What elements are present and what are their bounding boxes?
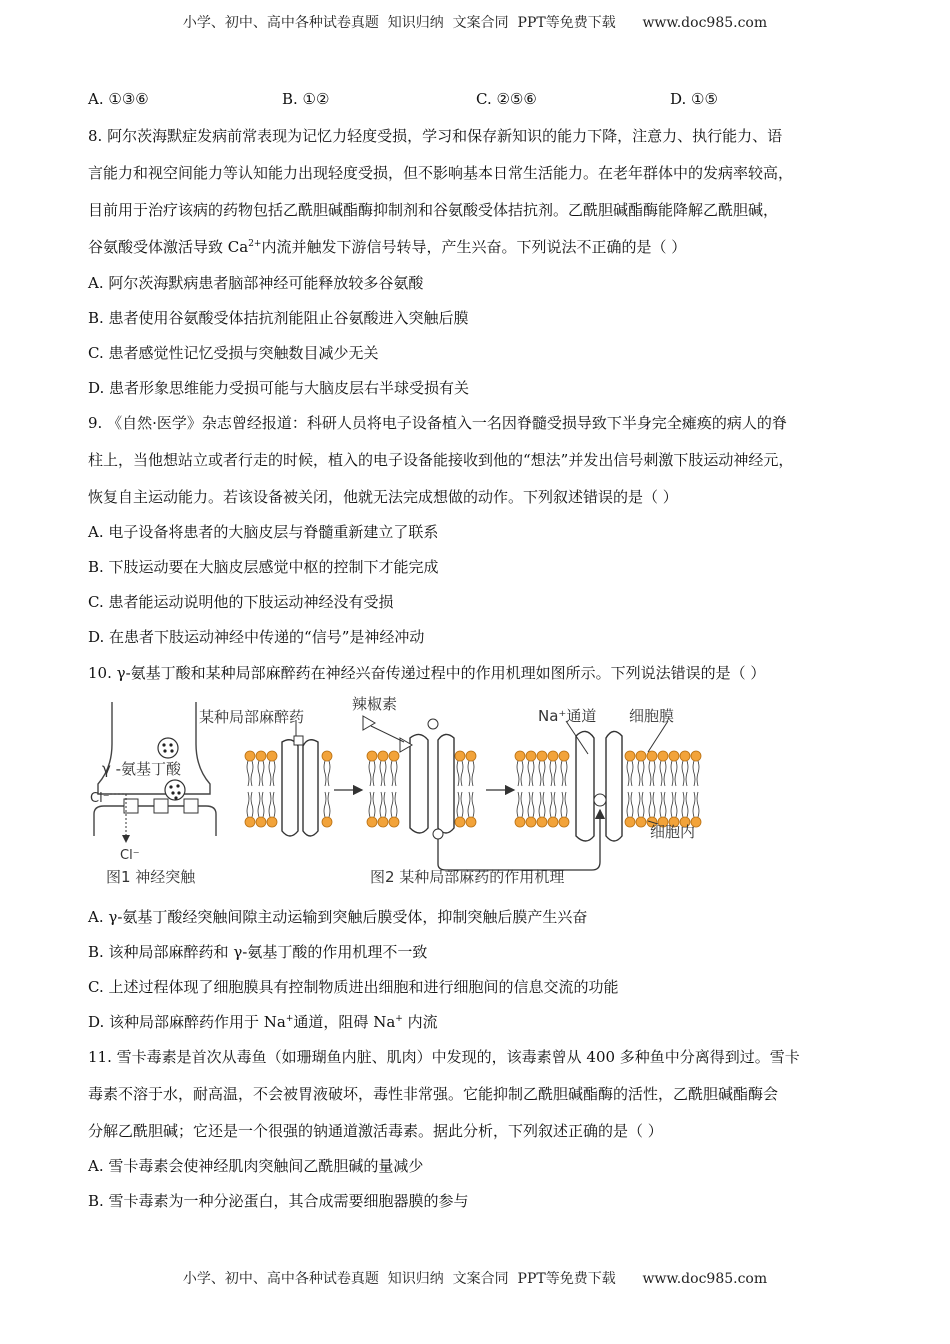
phospholipid-head <box>378 751 388 761</box>
presynaptic-terminal <box>98 702 210 794</box>
phospholipid-tail <box>693 792 695 817</box>
phospholipid-tail <box>554 761 556 786</box>
fig1-caption: 图1 神经突触 <box>106 868 196 886</box>
q11-stem-line: 毒素不溶于水，耐高温，不会被胃液破坏，毒性非常强。它能抑制乙酰胆碱酯酶的活性，乙酰胆碱酯酶会 <box>88 1085 779 1103</box>
phospholipid-tail <box>324 761 326 786</box>
phospholipid-tail <box>627 792 629 817</box>
phospholipid-head <box>389 751 399 761</box>
phospholipid-tail <box>262 792 264 817</box>
phospholipid-head <box>322 817 332 827</box>
phospholipid-head <box>559 817 569 827</box>
capsaicin-pointer <box>363 716 375 730</box>
phospholipid-tail <box>642 761 644 786</box>
phospholipid-tail <box>258 761 260 786</box>
phospholipid-tail <box>391 761 393 786</box>
q10-option-d-text: D. 该种局部麻醉药作用于 Na <box>88 1013 286 1031</box>
phospholipid-head <box>658 751 668 761</box>
q7-option-b: B. ①② <box>282 90 330 108</box>
page-footer: 小学、初中、高中各种试卷真题 知识归纳 文案合同 PPT等免费下载 www.doc985.com <box>182 1271 768 1287</box>
q8-option-c: C. 患者感觉性记忆受损与突触数目减少无关 <box>88 344 379 362</box>
na-channel-open <box>410 734 454 833</box>
phospholipid-tail <box>539 792 541 817</box>
phospholipid-tail <box>686 761 688 786</box>
phospholipid-tail <box>664 792 666 817</box>
phospholipid-tail <box>468 792 470 817</box>
phospholipid-head <box>559 751 569 761</box>
q11-option-b: B. 雪卡毒素为一种分泌蛋白，其合成需要细胞器膜的参与 <box>88 1192 469 1210</box>
na-channel-blocked <box>576 731 622 841</box>
phospholipid-tail <box>457 792 459 817</box>
phospholipid-tail <box>395 792 397 817</box>
q11-stem-line: 分解乙酰胆碱；它还是一个很强的钠通道激活毒素。据此分析，下列叙述正确的是（ ） <box>88 1122 663 1140</box>
q10-option-d-text: 通道，阻碍 Na <box>293 1013 396 1031</box>
phospholipid-head <box>537 751 547 761</box>
phospholipid-tail <box>273 792 275 817</box>
phospholipid-head <box>636 751 646 761</box>
membrane-diagram <box>199 696 701 886</box>
anesthetic-blocking <box>594 794 606 806</box>
capsaicin-label: 辣椒素 <box>352 696 398 713</box>
phospholipid-tail <box>373 792 375 817</box>
phospholipid-tail <box>251 792 253 817</box>
cl-label-bottom: Cl⁻ <box>120 848 140 863</box>
synaptic-vesicle <box>158 738 178 758</box>
phospholipid-head <box>267 817 277 827</box>
phospholipid-head <box>625 817 635 827</box>
q10-option-c: C. 上述过程体现了细胞膜具有控制物质进出细胞和进行细胞间的信息交流的功能 <box>88 978 619 996</box>
phospholipid-head <box>466 751 476 761</box>
phospholipid-tail <box>649 761 651 786</box>
phospholipid-tail <box>543 761 545 786</box>
q10-option-d <box>88 1011 438 1032</box>
phospholipid-tail <box>627 761 629 786</box>
phospholipid-tail <box>631 792 633 817</box>
q10-option-b: B. 该种局部麻醉药和 γ-氨基丁酸的作用机理不一致 <box>88 943 428 961</box>
phospholipid-tail <box>671 761 673 786</box>
phospholipid-tail <box>682 792 684 817</box>
phospholipid-head <box>267 751 277 761</box>
phospholipid-tail <box>373 761 375 786</box>
phospholipid-tail <box>461 761 463 786</box>
phospholipid-tail <box>273 761 275 786</box>
phospholipid-tail <box>461 792 463 817</box>
na-channel-label: Na⁺通道 <box>538 707 597 725</box>
phospholipid-tail <box>653 792 655 817</box>
phospholipid-tail <box>561 761 563 786</box>
phospholipid-tail <box>554 792 556 817</box>
intracellular-label: 细胞内 <box>650 823 696 841</box>
phospholipid-tail <box>391 792 393 817</box>
q8-stem-line: 目前用于治疗该病的药物包括乙酰胆碱酯酶抑制剂和谷氨酸受体拮抗剂。乙酰胆碱酯酶能降解乙酰胆碱， <box>88 201 779 219</box>
phospholipid-tail <box>472 761 474 786</box>
superscript: + <box>285 1014 294 1024</box>
q7-options <box>88 90 878 112</box>
phospholipid-head <box>367 751 377 761</box>
receptor-channel <box>184 799 198 813</box>
phospholipid-tail <box>638 792 640 817</box>
q9-stem-line: 9. 《自然·医学》杂志曾经报道：科研人员将电子设备植入一名因脊髓受损导致下半身完全瘫痪的病人的脊 <box>88 414 787 432</box>
phospholipid-head <box>256 817 266 827</box>
synapse-diagram <box>90 702 216 886</box>
anesthetic-molecule <box>294 736 303 745</box>
q8-option-d: D. 患者形象思维能力受损可能与大脑皮层右半球受损有关 <box>88 379 470 397</box>
phospholipid-head <box>526 751 536 761</box>
phospholipid-tail <box>675 761 677 786</box>
phospholipid-tail <box>328 792 330 817</box>
phospholipid-tail <box>251 761 253 786</box>
phospholipid-tail <box>550 761 552 786</box>
na-channel-closed <box>282 740 318 836</box>
phospholipid-tail <box>380 792 382 817</box>
phospholipid-tail <box>258 792 260 817</box>
phospholipid-tail <box>664 761 666 786</box>
phospholipid-head <box>389 817 399 827</box>
phospholipid-tail <box>532 761 534 786</box>
cl-label-top: Cl⁻ <box>90 791 110 806</box>
phospholipid-head <box>680 751 690 761</box>
phospholipid-head <box>548 817 558 827</box>
cell-membrane-label: 细胞膜 <box>629 707 675 725</box>
q11-stem-line: 11. 雪卡毒素是首次从毒鱼（如珊瑚鱼内脏、肌肉）中发现的，该毒素曾从 400 多种鱼中分离得到过。雪卡 <box>88 1048 800 1066</box>
phospholipid-tail <box>660 761 662 786</box>
receptor-channel <box>154 799 168 813</box>
q11-option-a: A. 雪卡毒素会使神经肌肉突触间乙酰胆碱的量减少 <box>88 1157 424 1175</box>
phospholipid-tail <box>660 792 662 817</box>
q9-option-b: B. 下肢运动要在大脑皮层感觉中枢的控制下才能完成 <box>88 558 439 576</box>
fig2-caption: 图2 某种局部麻药的作用机理 <box>370 868 565 886</box>
superscript: 2+ <box>248 239 262 249</box>
phospholipid-tail <box>543 792 545 817</box>
phospholipid-tail <box>521 761 523 786</box>
phospholipid-tail <box>269 761 271 786</box>
phospholipid-tail <box>369 792 371 817</box>
phospholipid-tail <box>328 761 330 786</box>
gaba-label: γ -氨基丁酸 <box>102 760 182 778</box>
q8-stem-line: 言能力和视空间能力等认知能力出现轻度受损，但不影响基本日常生活能力。在老年群体中的发病率较高， <box>88 164 794 182</box>
phospholipid-tail <box>642 792 644 817</box>
phospholipid-head <box>625 751 635 761</box>
q10-option-d-text: 内流 <box>402 1013 438 1031</box>
phospholipid-tail <box>697 761 699 786</box>
q9-stem-line: 柱上，当他想站立或者行走的时候，植入的电子设备能接收到他的“想法”并发出信号刺激下肢运动神经元， <box>88 451 794 469</box>
phospholipid-head <box>455 751 465 761</box>
phospholipid-head <box>691 751 701 761</box>
phospholipid-head <box>245 751 255 761</box>
phospholipid-tail <box>324 792 326 817</box>
q8-stem-line <box>88 236 686 257</box>
phospholipid-tail <box>693 761 695 786</box>
q9-option-d: D. 在患者下肢运动神经中传递的“信号”是神经冲动 <box>88 628 425 646</box>
phospholipid-head <box>515 751 525 761</box>
phospholipid-tail <box>631 761 633 786</box>
phospholipid-tail <box>638 761 640 786</box>
q8-stem-text: 谷氨酸受体激活导致 Ca <box>88 238 249 256</box>
phospholipid-tail <box>649 792 651 817</box>
q10-stem: 10. γ-氨基丁酸和某种局部麻醉药在神经兴奋传递过程中的作用机理如图所示。下列说法错误的是（ ） <box>88 664 766 682</box>
phospholipid-head <box>537 817 547 827</box>
phospholipid-tail <box>517 761 519 786</box>
q8-stem-line: 8. 阿尔茨海默症发病前常表现为记忆力轻度受损，学习和保存新知识的能力下降，注意力、执行能力、语 <box>88 127 783 145</box>
phospholipid-tail <box>675 792 677 817</box>
phospholipid-tail <box>671 792 673 817</box>
q9-option-a: A. 电子设备将患者的大脑皮层与脊髓重新建立了联系 <box>88 523 439 541</box>
q7-option-c: C. ②⑤⑥ <box>476 90 537 108</box>
phospholipid-head <box>548 751 558 761</box>
phospholipid-tail <box>550 792 552 817</box>
phospholipid-head <box>669 751 679 761</box>
phospholipid-head <box>647 751 657 761</box>
phospholipid-tail <box>269 792 271 817</box>
phospholipid-tail <box>653 761 655 786</box>
phospholipid-tail <box>468 761 470 786</box>
phospholipid-tail <box>565 792 567 817</box>
phospholipid-tail <box>539 761 541 786</box>
phospholipid-tail <box>395 761 397 786</box>
q8-stem-text: 内流并触发下游信号转导，产生兴奋。下列说法不正确的是（ ） <box>261 238 687 256</box>
phospholipid-tail <box>262 761 264 786</box>
q9-option-c: C. 患者能运动说明他的下肢运动神经没有受损 <box>88 593 394 611</box>
phospholipid-head <box>322 751 332 761</box>
anesthetic-entering <box>428 719 438 729</box>
anesthetic-inside <box>433 829 443 839</box>
phospholipid-tail <box>682 761 684 786</box>
q8-option-b: B. 患者使用谷氨酸受体拮抗剂能阻止谷氨酸进入突触后膜 <box>88 309 469 327</box>
phospholipid-tail <box>384 761 386 786</box>
q10-figure-svg <box>88 696 728 891</box>
phospholipid-tail <box>532 792 534 817</box>
phospholipid-tail <box>517 792 519 817</box>
phospholipid-tail <box>686 792 688 817</box>
phospholipid-head <box>636 817 646 827</box>
phospholipid-tail <box>369 761 371 786</box>
phospholipid-head <box>455 817 465 827</box>
phospholipid-tail <box>561 792 563 817</box>
phospholipid-head <box>245 817 255 827</box>
phospholipid-tail <box>472 792 474 817</box>
phospholipid-head <box>466 817 476 827</box>
q9-stem-line: 恢复自主运动能力。若该设备被关闭，他就无法完成想做的动作。下列叙述错误的是（ ） <box>88 488 678 506</box>
phospholipid-head <box>367 817 377 827</box>
phospholipid-head <box>256 751 266 761</box>
q10-option-a: A. γ-氨基丁酸经突触间隙主动运输到突触后膜受体，抑制突触后膜产生兴奋 <box>88 908 588 926</box>
superscript: + <box>395 1014 403 1024</box>
anesthetic-label: 某种局部麻醉药 <box>199 708 305 726</box>
phospholipid-tail <box>247 761 249 786</box>
q7-option-a: A. ①③⑥ <box>88 90 149 108</box>
phospholipid-tail <box>565 761 567 786</box>
q10-figure <box>88 696 728 891</box>
phospholipid-tail <box>521 792 523 817</box>
phospholipid-tail <box>528 792 530 817</box>
phospholipid-tail <box>528 761 530 786</box>
phospholipid-head <box>526 817 536 827</box>
page-header: 小学、初中、高中各种试卷真题 知识归纳 文案合同 PPT等免费下载 www.doc985.com <box>182 15 768 31</box>
phospholipid-tail <box>380 761 382 786</box>
phospholipid-tail <box>384 792 386 817</box>
phospholipid-head <box>378 817 388 827</box>
phospholipid-head <box>515 817 525 827</box>
phospholipid-tail <box>697 792 699 817</box>
phospholipid-tail <box>457 761 459 786</box>
q8-option-a: A. 阿尔茨海默病患者脑部神经可能释放较多谷氨酸 <box>88 274 424 292</box>
q7-option-d: D. ①⑤ <box>670 90 718 108</box>
phospholipid-tail <box>247 792 249 817</box>
